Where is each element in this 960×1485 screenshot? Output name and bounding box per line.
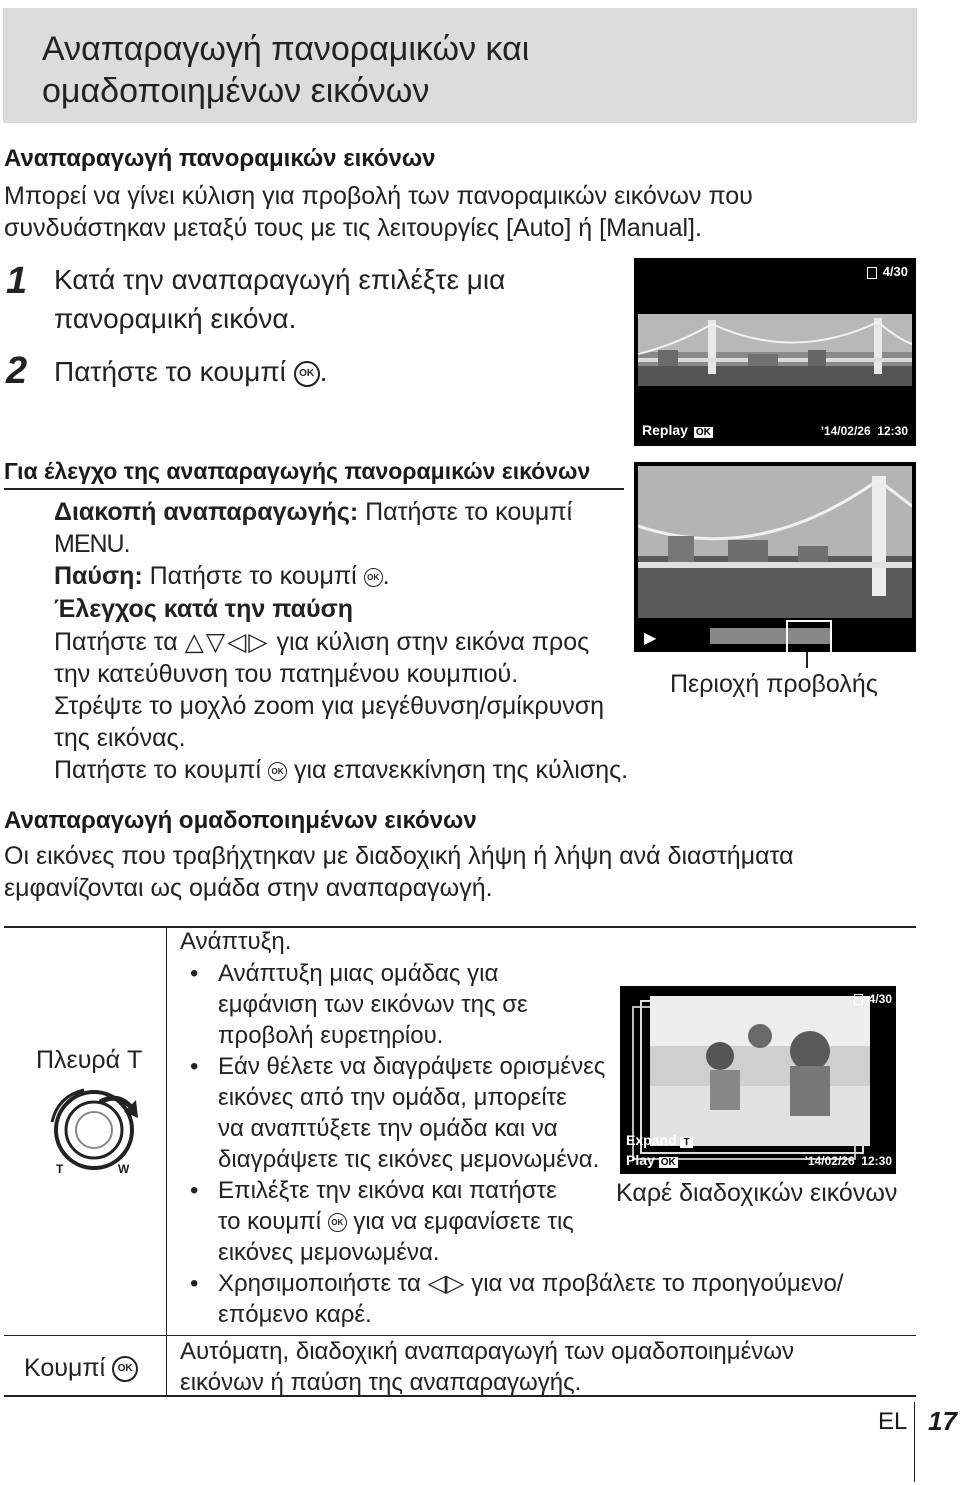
panorama-screen bbox=[634, 258, 916, 446]
step-line: Πατήστε το κουμπί bbox=[54, 356, 286, 387]
bullet-line: προβολή ευρετηρίου. bbox=[218, 1022, 444, 1049]
expand-label: Expand T bbox=[626, 1132, 693, 1148]
bullet-line: εμφάνιση των εικόνων της σε bbox=[218, 991, 528, 1018]
stop-text: Πατήστε το κουμπί bbox=[365, 498, 573, 526]
row2-description bbox=[180, 1336, 794, 1398]
list-item: • Χρησιμοποιήστε τα ◁▷ για να προβάλετε το προηγούμενο/ επόμενο καρέ. bbox=[190, 1268, 910, 1330]
scroll-instruction-2: την κατεύθυνση του πατημένου κουμπιού. bbox=[54, 660, 519, 688]
view-area-pointer bbox=[806, 652, 808, 668]
card-icon bbox=[867, 267, 877, 279]
arrow-keys-icon: △▽◁▷ bbox=[184, 628, 270, 656]
list-item: • Επιλέξτε την εικόνα και πατήστε το κουμπί OK για να εμφανίσετε τις εικόνες μεμονωμένα. bbox=[190, 1175, 910, 1268]
panorama-intro bbox=[4, 180, 753, 244]
stop-instruction bbox=[54, 496, 624, 528]
panorama-playback-screen bbox=[634, 462, 916, 652]
bullet-line: Ανάπτυξη μιας ομάδας για bbox=[218, 960, 499, 987]
list-item: • Ανάπτυξη μιας ομάδας για εμφάνιση των εικόνων της σε προβολή ευρετηρίου. bbox=[190, 958, 910, 1051]
scroll-instruction bbox=[54, 626, 589, 658]
play-label: Play OK bbox=[626, 1152, 676, 1168]
date-time: ’14/02/26 12:30 bbox=[804, 1154, 892, 1168]
title-line-1: Αναπαραγωγή πανοραμικών και bbox=[42, 30, 530, 68]
step-number: 2 bbox=[6, 350, 28, 392]
step-line: πανοραμική εικόνα. bbox=[54, 303, 297, 334]
menu-line: MENU. bbox=[54, 530, 131, 558]
lever-t-label: T bbox=[56, 1162, 64, 1176]
intro-line: συνδυάστηκαν μεταξύ τους με τις λειτουργίες [Auto] ή [Manual]. bbox=[4, 214, 702, 242]
control-heading: Για έλεγχο της αναπαραγωγής πανοραμικών εικόνων bbox=[4, 458, 591, 484]
ok-button-icon: OK bbox=[364, 568, 383, 587]
restart-text: Πατήστε το κουμπί bbox=[54, 756, 262, 784]
page-title bbox=[42, 28, 529, 112]
bullet-line: επόμενο καρέ. bbox=[218, 1301, 372, 1328]
scroll-text: για κύλιση στην εικόνα προς bbox=[276, 628, 590, 656]
intro-line: εμφανίζονται ως ομάδα στην αναπαραγωγή. bbox=[4, 874, 493, 902]
title-line-2: ομαδοποιημένων εικόνων bbox=[42, 72, 430, 110]
frame-counter: 4/30 bbox=[867, 264, 908, 279]
intro-line: Οι εικόνες που τραβήχτηκαν με διαδοχική λήψη ή λήψη ανά διαστήματα bbox=[4, 842, 794, 870]
frame-caption: Καρέ διαδοχικών εικόνων bbox=[616, 1179, 898, 1207]
step-line: Κατά την αναπαραγωγή επιλέξτε μια bbox=[54, 264, 506, 295]
bullet-line: Επιλέξτε την εικόνα και πατήστε bbox=[218, 1177, 557, 1204]
language-code: EL bbox=[878, 1408, 908, 1435]
ok-button-icon: OK bbox=[328, 1213, 347, 1232]
page-number: 17 bbox=[928, 1406, 957, 1436]
ok-key-icon: OK bbox=[660, 1157, 676, 1168]
row1-label: Πλευρά T bbox=[36, 1046, 143, 1074]
ok-button-icon: OK bbox=[294, 361, 320, 387]
list-item: • Εάν θέλετε να διαγράψετε ορισμένες εικόνες από την ομάδα, μπορείτε να αναπτύξετε την ομάδα και να διαγράψετε τις εικόνες μεμονωμένα. bbox=[190, 1051, 910, 1175]
pause-label: Παύση: bbox=[54, 562, 143, 590]
row2-line: εικόνων ή παύση της αναπαραγωγής. bbox=[180, 1369, 582, 1396]
menu-button-label: MENU bbox=[54, 530, 124, 558]
bullet-line: Χρησιμοποιήστε τα ◁▷ για να προβάλετε το προηγούμενο/ bbox=[218, 1270, 844, 1297]
bullet-line: Εάν θέλετε να διαγράψετε ορισμένες bbox=[218, 1053, 606, 1080]
zoom-line: της εικόνας. bbox=[54, 724, 186, 752]
step-text bbox=[54, 260, 505, 338]
restart-instruction bbox=[54, 754, 628, 786]
frame-counter: 4/30 bbox=[854, 992, 892, 1006]
grouped-frames-screen bbox=[620, 986, 896, 1174]
step-text: Πατήστε το κουμπί OK . bbox=[54, 356, 328, 387]
bullet-line: να αναπτύξετε την ομάδα και να bbox=[218, 1115, 558, 1142]
row2-line: Αυτόματη, διαδοχική αναπαραγωγή των ομαδοποιημένων bbox=[180, 1338, 795, 1365]
table-top-rule bbox=[4, 926, 916, 928]
date-time: ’14/02/26 12:30 bbox=[820, 424, 908, 438]
bridge-panorama-image bbox=[638, 314, 912, 386]
table-column-divider bbox=[166, 928, 167, 1396]
row1-title: Ανάπτυξη. bbox=[180, 928, 292, 955]
pause-text: Πατήστε το κουμπί bbox=[149, 562, 357, 590]
row2-label: Κουμπί OK bbox=[24, 1352, 138, 1384]
zoom-instruction bbox=[54, 690, 604, 754]
bullet-line: εικόνες από την ομάδα, μπορείτε bbox=[218, 1084, 567, 1111]
ok-button-icon: OK bbox=[112, 1356, 138, 1382]
replay-label: Replay OK bbox=[642, 422, 711, 438]
bullet-line: το κουμπί OK για να εμφανίσετε τις bbox=[218, 1208, 574, 1235]
zoom-line: Στρέψτε το μοχλό zoom για μεγέθυνση/σμίκρυνση bbox=[54, 692, 605, 720]
footer-divider bbox=[914, 1402, 915, 1482]
bullet-line: διαγράψετε τις εικόνες μεμονωμένα. bbox=[218, 1146, 600, 1173]
left-right-arrows-icon: ◁▷ bbox=[427, 1270, 465, 1297]
restart-text: για επανεκκίνηση της κύλισης. bbox=[293, 756, 629, 784]
grouped-intro bbox=[4, 840, 794, 904]
lever-w-label: W bbox=[118, 1162, 130, 1176]
grouped-heading: Αναπαραγωγή ομαδοποιημένων εικόνων bbox=[4, 807, 477, 834]
pause-control-heading: Έλεγχος κατά την παύση bbox=[54, 595, 353, 623]
ok-key-icon: OK bbox=[695, 427, 711, 438]
ok-button-icon: OK bbox=[268, 762, 287, 781]
pause-instruction: Παύση: Πατήστε το κουμπί OK . bbox=[54, 562, 390, 590]
play-icon: ▶ bbox=[644, 630, 657, 647]
view-area-frame bbox=[786, 620, 832, 654]
control-heading-underline bbox=[4, 488, 624, 490]
stop-label: Διακοπή αναπαραγωγής: bbox=[54, 498, 359, 526]
step-number: 1 bbox=[6, 260, 28, 302]
panorama-heading: Αναπαραγωγή πανοραμικών εικόνων bbox=[4, 145, 436, 172]
card-icon bbox=[854, 994, 863, 1005]
bullet-line: εικόνες μεμονωμένα. bbox=[218, 1239, 440, 1266]
group-photo-image bbox=[650, 996, 870, 1146]
press-text: Πατήστε τα bbox=[54, 628, 178, 656]
intro-line: Μπορεί να γίνει κύλιση για προβολή των πανοραμικών εικόνων που bbox=[4, 182, 753, 210]
view-area-label: Περιοχή προβολής bbox=[670, 670, 878, 698]
t-key-icon: T bbox=[680, 1137, 692, 1148]
bridge-zoomed-image bbox=[638, 466, 912, 618]
